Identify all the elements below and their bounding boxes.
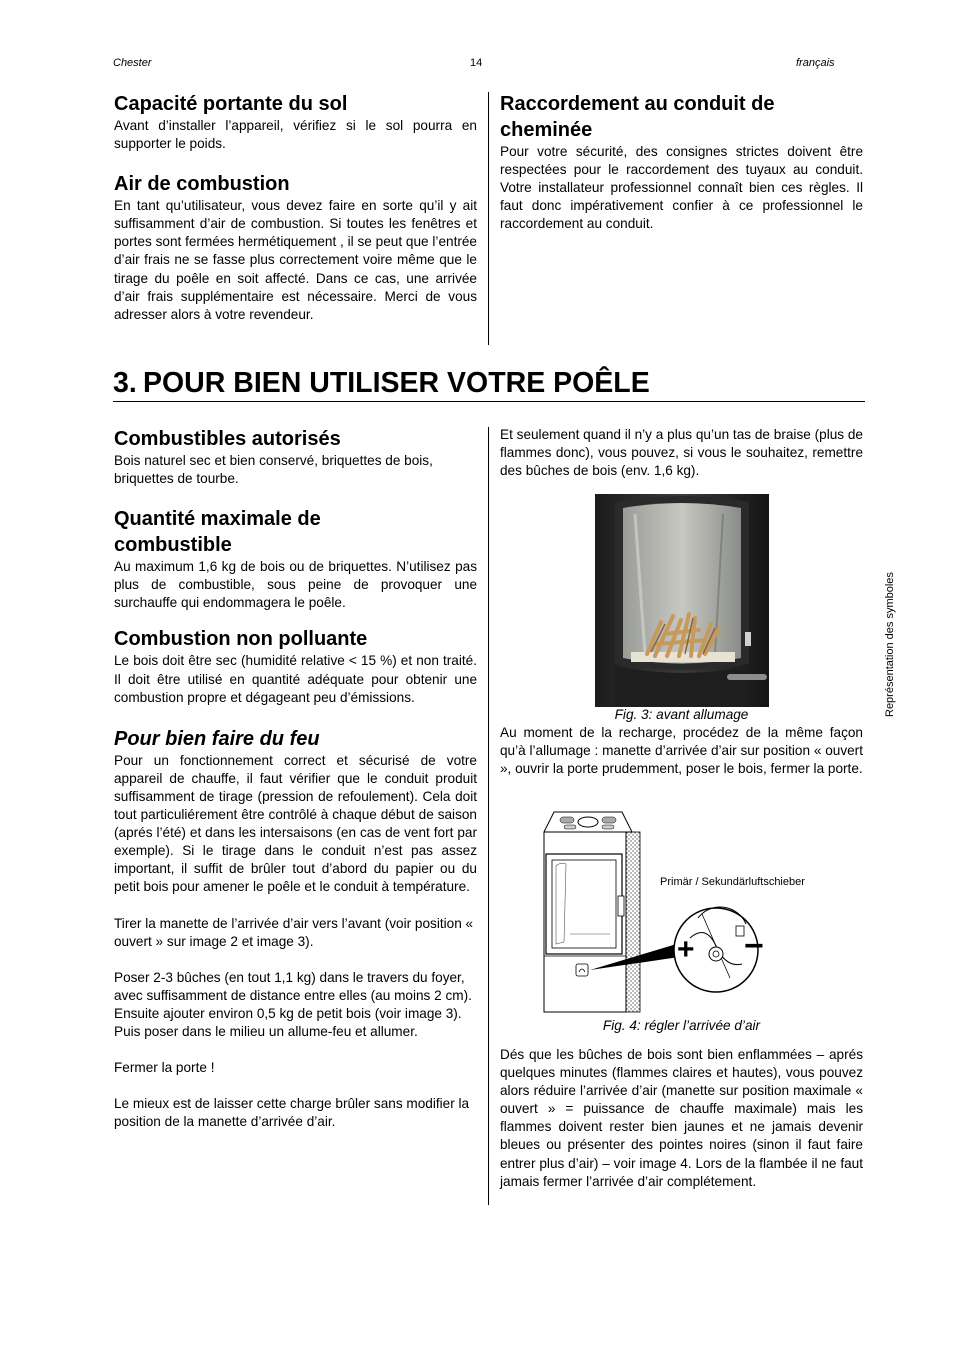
fig4-stove-diagram — [540, 806, 790, 1016]
header-doc-name: Chester — [113, 57, 152, 69]
heading-allowed-fuels: Combustibles autorisés — [114, 428, 341, 450]
fig4-caption: Fig. 4: régler l’arrivée d’air — [602, 1018, 761, 1033]
fig3-stove-photo — [595, 494, 769, 707]
text-reload-procedure: Au moment de la recharge, procédez de la même façon qu’à l’allumage : manette d’arrivée d’air sur position « ouvert », ouvrir la porte prudemment, poser le bois, fermer la porte. — [500, 725, 863, 777]
text-combustion-air: En tant qu’utilisateur, vous devez faire en sorte qu’il y ait suffisamment d’air de combustion. Si toutes les fenêtres et portes sont fermées hermétiquement , il se peut que l’entrée d’air frais ne se fasse plus correctement voire même que le tirage du poêle en soit affecté. Dans ce cas, une arrivée d’air frais supplémentaire est nécessaire. Merci de vous adresser alors à votre revendeur. — [114, 198, 477, 322]
fig4-plus-symbol: + — [677, 933, 695, 966]
heading-chimney-connection: Raccordement au conduit de cheminée — [500, 93, 775, 141]
text-reload-embers: Et seulement quand il n’y a plus qu’un tas de braise (plus de flammes donc), vous pouvez, si vous le souhaitez, remettre des bûches de bois (env. 1,6 kg). — [500, 427, 863, 479]
heading-combustion-air: Air de combustion — [114, 173, 290, 196]
chapter-heading — [113, 365, 865, 402]
column-divider-bottom — [488, 427, 489, 1205]
bottom-left-column — [114, 426, 477, 1131]
bottom-right-text-1 — [500, 426, 863, 480]
text-place-logs: Poser 2-3 bûches (en tout 1,1 kg) dans le travers du foyer, avec suffisamment de distance entre elles (au moins 2 cm). Ensuite ajouter environ 0,5 kg de petit bois (voir image 3). Puis poser dans le milieu un allume-feu et allumer. — [114, 969, 472, 1039]
bottom-right-text-2 — [500, 724, 863, 778]
text-chimney-connection: Pour votre sécurité, des consignes strictes doivent être respectées pour le raccordement des tuyaux au conduit. Votre installateur professionnel connaît bien ces règles. Il faut donc impérativement confier à ce professionnel le raccordement au conduit. — [500, 144, 863, 232]
heading-clean-combustion: Combustion non polluante — [114, 628, 368, 651]
text-reduce-air: Dés que les bûches de bois sont bien enflammées – aprés quelques minutes (flammes claires et hautes), vous pouvez alors réduire l’arrivée d’air (manette sur position maximale « ouvert » = puissance de chauffe maximale) mais les flammes doivent rester bien jaunes et ne jamais devenir bleues ou présenter des pointes noires (sinon il faut faire entrer plus d’air) – voir image 4. Lors de la flambée il ne faut jamais fermer l’arrivée d’air complétement. — [500, 1047, 863, 1189]
heading-soil-capacity: Capacité portante du sol — [114, 93, 348, 115]
top-left-column — [114, 91, 477, 324]
column-divider-top — [488, 92, 489, 345]
top-right-column — [500, 91, 863, 233]
text-allowed-fuels: Bois naturel sec et bien conservé, briquettes de bois, briquettes de tourbe. — [114, 453, 433, 487]
fig3-caption: Fig. 3: avant allumage — [614, 707, 749, 722]
bottom-right-text-3 — [500, 1046, 863, 1191]
heading-max-fuel: Quantité maximale de combustible — [114, 508, 321, 557]
text-soil-capacity: Avant d’installer l’appareil, vérifiez si le sol pourra en supporter le poids. — [114, 118, 477, 152]
sidebar-section-label: Représentation des symboles — [884, 572, 896, 717]
text-close-door: Fermer la porte ! — [114, 1060, 215, 1076]
chapter-number: 3. — [113, 367, 137, 399]
text-max-fuel: Au maximum 1,6 kg de bois ou de briquettes. N’utilisez pas plus de combustible, sous peine de provoquer une surchauffe qui endommagera le poêle. — [114, 559, 477, 611]
page-number: 14 — [470, 57, 483, 69]
text-making-fire: Pour un fonctionnement correct et sécurisé de votre appareil de chauffe, il faut vérifier que le conduit produit suffisamment de tirage (pression de refoulement). Cela doit tout particuliérement être contrôlé à chaque début de saison (aprés l’été) et dans les intersaisons (en cas de vent fort par exemple). Si le tirage dans le conduit n’est pas assez important, il suffit de brûler tout d’abord du papier ou du petit bois pour amener le poêle et le conduit à température. — [114, 752, 477, 895]
fig4-minus-symbol: − — [744, 927, 764, 965]
text-clean-combustion: Le bois doit être sec (humidité relative < 15 %) et non traité. Il doit être utilisé en quantité adéquate pour obtenir une combustion propre et dégageant peu d’émissions. — [114, 653, 477, 705]
fig4-slider-label: Primär / Sekundärluftschieber — [660, 876, 805, 888]
chapter-title: POUR BIEN UTILISER VOTRE POÊLE — [143, 367, 650, 399]
text-let-burn: Le mieux est de laisser cette charge brûler sans modifier la position de la manette d’arrivée d’air. — [114, 1096, 470, 1130]
heading-making-fire: Pour bien faire du feu — [114, 727, 320, 750]
header-language: français — [796, 57, 835, 69]
text-pull-lever: Tirer la manette de l’arrivée d’air vers l’avant (voir position « ouvert » sur image 2 et image 3). — [114, 915, 474, 949]
